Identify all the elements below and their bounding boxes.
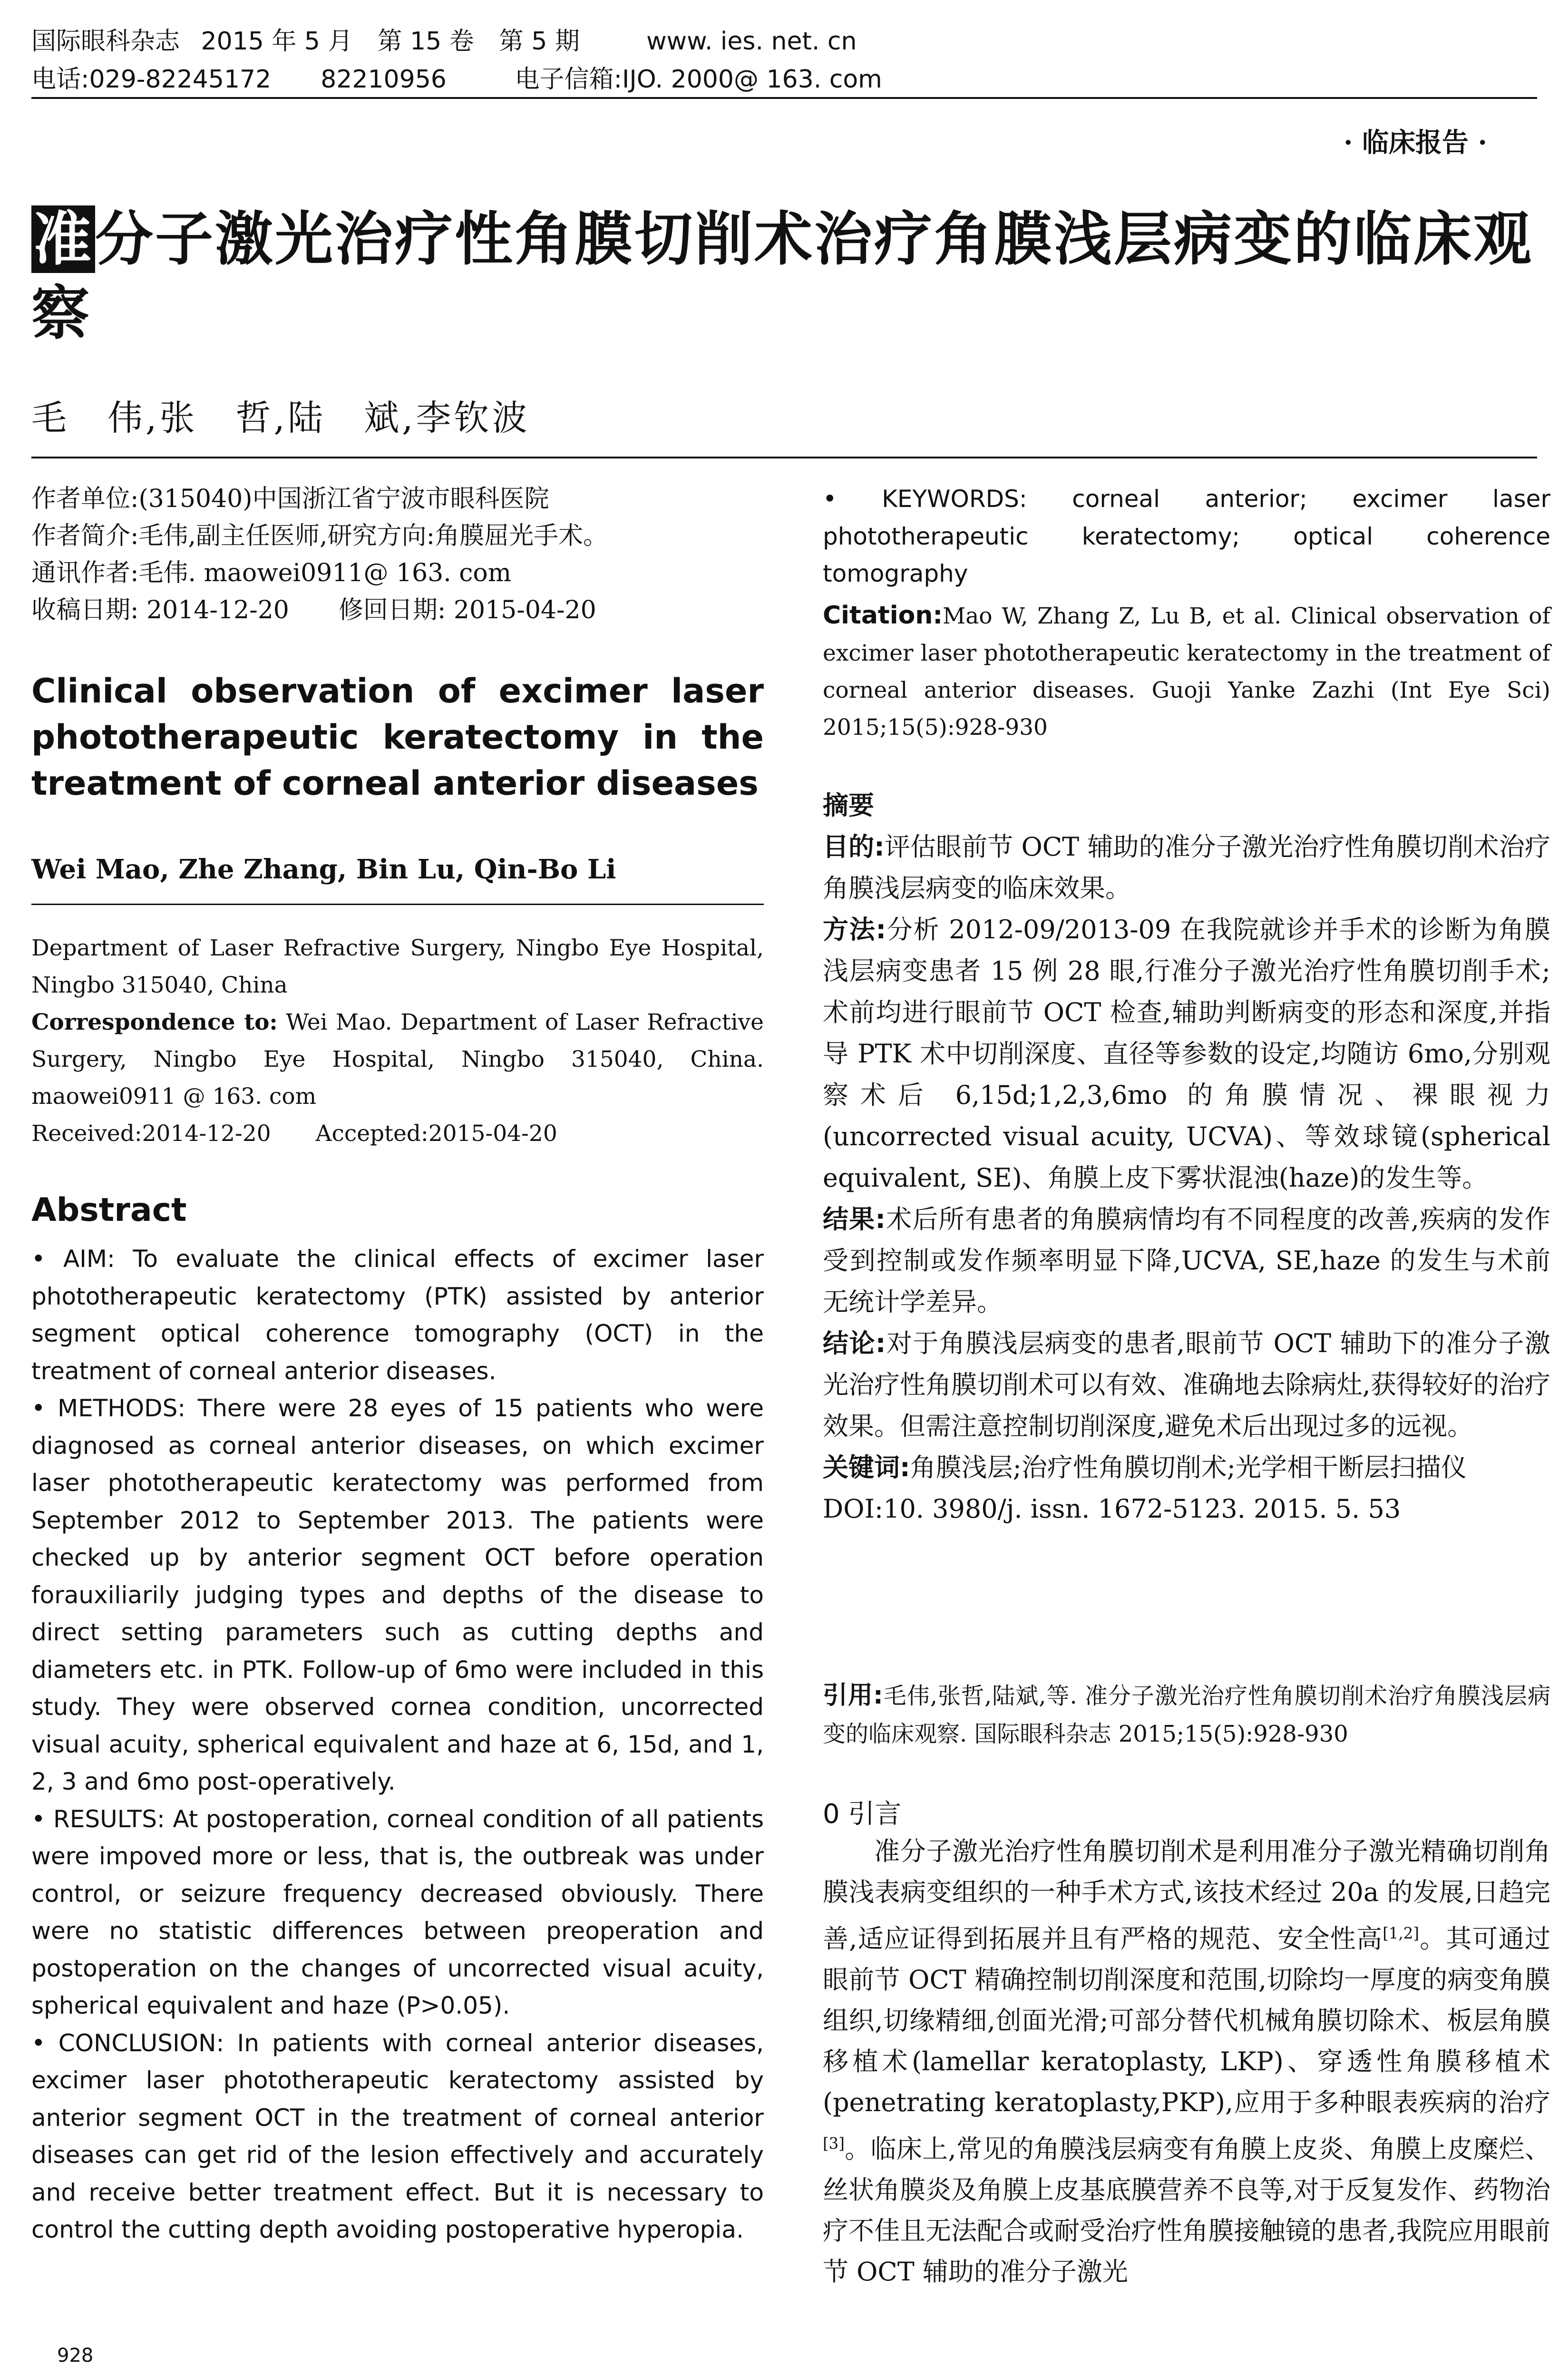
abstract-conclusion: • CONCLUSION: In patients with corneal anterior diseases, excimer laser phototherapeutic keratectomy assisted by anterior segment OCT in the treatment of corneal anterior diseases can get rid of the lesion effectively and accurately and receive better treatment effect. But it is necessary to control the cutting depth avoiding postoperative hyperopia.: [31, 2029, 764, 2243]
results-text-cn: 术后所有患者的角膜病情均有不同程度的改善,疾病的发作受到控制或发作频率明显下降,UCVA, SE,haze 的发生与术前无统计学差异。: [823, 1204, 1550, 1317]
running-header-line1: [31, 21, 857, 57]
abstract-cn-heading: 摘要: [823, 790, 874, 820]
title-en: Clinical observation of excimer laser phototherapeutic keratectomy in the treatment of corneal anterior diseases: [31, 672, 764, 803]
dept-en: Department of Laser Refractive Surgery, Ningbo Eye Hospital, Ningbo 315040, China: [31, 935, 764, 998]
citation-block: [823, 597, 1550, 746]
section-tag: · 临床报告 ·: [1344, 127, 1487, 158]
aim-text-cn: 评估眼前节 OCT 辅助的准分子激光治疗性角膜切削术治疗角膜浅层病变的临床效果。: [823, 832, 1550, 903]
conclusion-label-cn: 结论:: [823, 1328, 886, 1358]
ref-1-2[interactable]: [1,2]: [1383, 1924, 1420, 1942]
ref-3[interactable]: [3]: [823, 2134, 845, 2153]
abstract-aim: • AIM: To evaluate the clinical effects of excimer laser phototherapeutic keratectomy (PTK) assisted by anterior segment optical coherence tomography (OCT) in the treatment of corneal anterior diseases.: [31, 1245, 764, 1385]
abstract-cn-results: [823, 1198, 1550, 1323]
running-header-line2: [31, 59, 882, 95]
conclusion-text-cn: 对于角膜浅层病变的患者,眼前节 OCT 辅助下的准分子激光治疗性角膜切削术可以有效、准确地去除病灶,获得较好的治疗效果。但需注意控制切削深度,避免术后出现过多的远视。: [823, 1328, 1550, 1441]
journal-name: 国际眼科杂志: [31, 27, 180, 56]
affiliation-cn: 作者单位:(315040)中国浙江省宁波市眼科医院: [31, 485, 549, 513]
corr-text: Wei Mao. Department of Laser Refractive Surgery, Ningbo Eye Hospital, Ningbo 315040, China. maowei0911 @ 163. com: [31, 1009, 764, 1110]
journal-email[interactable]: 电子信箱:IJO. 2000@ 163. com: [515, 65, 882, 94]
keywords-text-cn: 角膜浅层;治疗性角膜切削术;光学相干断层扫描仪: [910, 1452, 1467, 1482]
intro-heading: 0 引言: [823, 1799, 902, 1830]
title-cn-rest: 分子激光治疗性角膜切削术治疗角膜浅层病变的临床观察: [31, 205, 1533, 347]
correspondence-en: [31, 1004, 764, 1115]
aim-label-cn: 目的:: [823, 832, 885, 862]
corr-label: Correspondence to:: [31, 1009, 278, 1035]
citation-label: Citation:: [823, 601, 943, 630]
abstract-cn-methods: [823, 909, 1550, 1198]
bio-cn: 作者简介:毛伟,副主任医师,研究方向:角膜屈光手术。: [31, 522, 608, 550]
authors-rule: [31, 904, 764, 905]
abstract-heading: Abstract: [31, 1191, 187, 1229]
title-rule: [31, 457, 1537, 458]
intro-text-1: 准分子激光治疗性角膜切削术是利用准分子激光精确切削角膜浅表病变组织的一种手术方式,该技术经过 20a 的发展,日趋完善,适应证得到拓展并且有严格的规范、安全性高: [823, 1836, 1550, 1954]
citation-text: Mao W, Zhang Z, Lu B, et al. Clinical observation of excimer laser phototherapeutic keratectomy in the treatment of corneal anterior diseases. Guoji Yanke Zazhi (Int Eye Sci) 2015;15(5):928-930: [823, 603, 1550, 740]
results-label-cn: 结果:: [823, 1204, 886, 1234]
authors-en: Wei Mao, Zhe Zhang, Bin Lu, Qin-Bo Li: [31, 854, 616, 885]
keywords-en: • KEYWORDS: corneal anterior; excimer laser phototherapeutic keratectomy; optical coherence tomography: [823, 485, 1550, 587]
title-cn-first-char: 准: [31, 205, 95, 273]
dates-cn: 收稿日期: 2014-12-20 修回日期: 2015-04-20: [31, 596, 596, 624]
journal-phone: 电话:029-82245172 82210956: [31, 65, 447, 94]
journal-website[interactable]: www. ies. net. cn: [646, 27, 857, 56]
abstract-results: • RESULTS: At postoperation, corneal condition of all patients were impoved more or less, that is, the outbreak was under control, or seizure frequency decreased obviously. There were no statistic differences between preoperation and postoperation on the changes of uncorrected visual acuity, spherical equivalent and haze (P>0.05).: [31, 1805, 764, 2019]
cite-cn: [823, 1676, 1550, 1753]
cite-cn-text: 毛伟,张哲,陆斌,等. 准分子激光治疗性角膜切削术治疗角膜浅层病变的临床观察. 国际眼科杂志 2015;15(5):928-930: [823, 1683, 1551, 1747]
title-cn: [31, 202, 1544, 351]
page-number: 928: [57, 2345, 94, 2367]
abstract-body: [31, 1240, 764, 2249]
meta-cn: [31, 480, 764, 629]
intro-paragraph: [823, 1831, 1550, 2292]
methods-text-cn: 分析 2012-09/2013-09 在我院就诊并手术的诊断为角膜浅层病变患者 15 例 28 眼,行准分子激光治疗性角膜切削手术;术前均进行眼前节 OCT 检查,辅助判断病变的形态和深度,并指导 PTK 术中切削深度、直径等参数的设定,均随访 6mo,分别观察术后 6,15d;1,2,3,6mo 的角膜情况、裸眼视力(uncorrected visual acuity, UCVA)、等效球镜(spherical equivalent, SE)、角膜上皮下雾状混浊(haze)的发生等。: [823, 915, 1550, 1193]
abstract-cn-conclusion: [823, 1323, 1550, 1447]
affil-en-block: [31, 930, 764, 1152]
received-en: Received:2014-12-20 Accepted:2015-04-20: [31, 1120, 557, 1147]
cite-cn-label: 引用:: [823, 1681, 883, 1710]
issue-info: 2015 年 5 月 第 15 卷 第 5 期: [201, 27, 580, 56]
authors-cn: 毛 伟,张 哲,陆 斌,李钦波: [31, 398, 530, 438]
keywords-label-cn: 关键词:: [823, 1452, 910, 1482]
doi[interactable]: DOI:10. 3980/j. issn. 1672-5123. 2015. 5. 53: [823, 1494, 1401, 1524]
intro-text-3: 。临床上,常见的角膜浅层病变有角膜上皮炎、角膜上皮糜烂、丝状角膜炎及角膜上皮基底膜营养不良等,对于反复发作、药物治疗不佳且无法配合或耐受治疗性角膜接触镜的患者,我院应用眼前节 OCT 辅助的准分子激光: [823, 2134, 1550, 2287]
corr-cn: 通讯作者:毛伟. maowei0911@ 163. com: [31, 559, 512, 587]
methods-label-cn: 方法:: [823, 915, 886, 945]
abstract-methods: • METHODS: There were 28 eyes of 15 patients who were diagnosed as corneal anterior diseases, on which excimer laser phototherapeutic keratectomy was performed from September 2012 to September 2013. The patients were checked up by anterior segment OCT before operation forauxiliarily judging types and depths of the disease to direct setting parameters such as cutting depths and diameters etc. in PTK. Follow-up of 6mo were included in this study. They were observed cornea condition, uncorrected visual acuity, spherical equivalent and haze at 6, 15d, and 1, 2, 3 and 6mo post-operatively.: [31, 1394, 764, 1795]
abstract-cn-keywords: [823, 1447, 1550, 1488]
header-rule: [31, 97, 1537, 99]
abstract-cn-aim: [823, 826, 1550, 909]
intro-text-2: 。其可通过眼前节 OCT 精确控制切削深度和范围,切除均一厚度的病变角膜组织,切缘精细,创面光滑;可部分替代机械角膜切除术、板层角膜移植术(lamellar keratoplasty, LKP)、穿透性角膜移植术(penetrating keratoplasty,PKP),应用于多种眼表疾病的治疗: [823, 1924, 1550, 2117]
abstract-cn: [823, 785, 1550, 1529]
